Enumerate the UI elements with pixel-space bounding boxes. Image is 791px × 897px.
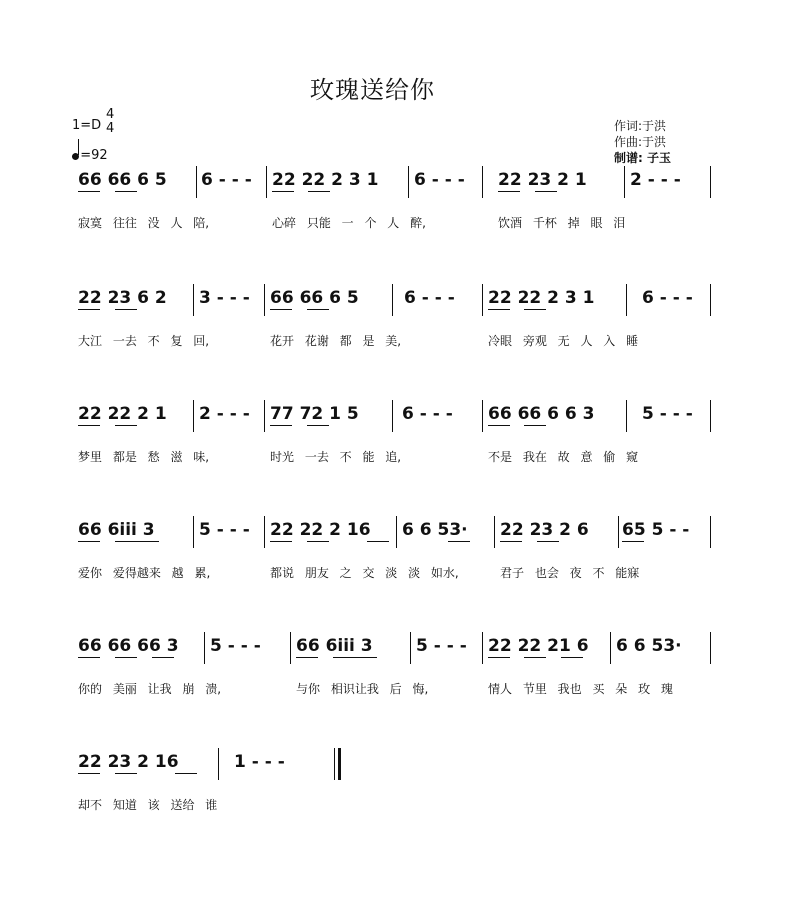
barline	[482, 632, 483, 664]
measure-text: 66 6i̇i̇i̇ 3	[78, 520, 155, 540]
measure-text: 66 66 66 3	[78, 636, 179, 656]
lyricist-credit: 作词:于洪	[614, 119, 667, 133]
barline	[193, 516, 194, 548]
measure-text: 22 23 6 2	[78, 288, 167, 308]
barline	[710, 516, 711, 548]
beam-line	[272, 191, 294, 192]
lyric-line: 君子 也会 夜 不 能寐	[500, 566, 640, 580]
beam-line	[307, 425, 329, 426]
measure-text: 65 5 - -	[622, 520, 690, 540]
beam-line	[488, 657, 510, 658]
time-signature-bottom: 4	[106, 121, 115, 136]
lyric-line: 爱你 爱得越来 越 累,	[78, 566, 211, 580]
beam-line	[488, 309, 510, 310]
beam-line	[78, 425, 100, 426]
beam-line	[115, 657, 137, 658]
measure-text: 5 - - -	[416, 636, 467, 656]
barline	[618, 516, 619, 548]
barline	[392, 400, 393, 432]
beam-line	[115, 425, 137, 426]
beam-line	[270, 309, 292, 310]
beam-line	[115, 309, 137, 310]
barline	[218, 748, 219, 780]
score-system-1	[0, 170, 791, 250]
beam-line	[152, 657, 174, 658]
measure-text: 22 22 21 6	[488, 636, 589, 656]
measure-text: 6 - - -	[402, 404, 453, 424]
measure-text: 3 - - -	[199, 288, 250, 308]
lyric-line: 大江 一去 不 复 回,	[78, 334, 210, 348]
lyric-line: 却不 知道 该 送给 谁	[78, 798, 218, 812]
measure-text: 6 6 53·	[616, 636, 682, 656]
barline	[710, 166, 711, 198]
score-system-6	[0, 752, 791, 832]
measure-text: 66 66 6 5	[270, 288, 359, 308]
beam-line	[367, 541, 389, 542]
beam-line	[296, 657, 318, 658]
beam-line	[115, 191, 137, 192]
beam-line	[175, 773, 197, 774]
tempo-value: =92	[80, 148, 108, 163]
measure-text: 6 - - -	[414, 170, 465, 190]
note-stem-icon	[78, 139, 79, 155]
beam-line	[524, 425, 546, 426]
final-barline	[338, 748, 341, 780]
lyric-line: 时光 一去 不 能 追,	[270, 450, 402, 464]
barline	[610, 632, 611, 664]
beam-line	[78, 773, 100, 774]
beam-line	[78, 191, 100, 192]
score-system-2	[0, 288, 791, 368]
beam-line	[488, 425, 510, 426]
beam-line	[78, 541, 100, 542]
barline	[204, 632, 205, 664]
barline	[193, 400, 194, 432]
lyric-line: 花开 花谢 都 是 美,	[270, 334, 402, 348]
barline	[264, 284, 265, 316]
measure-text: 22 22 2 3 1	[272, 170, 379, 190]
beam-line	[500, 541, 522, 542]
lyric-line: 梦里 都是 愁 滋 味,	[78, 450, 210, 464]
lyric-line: 心碎 只能 一 个 人 醉,	[272, 216, 426, 230]
barline	[196, 166, 197, 198]
measure-text: 2 - - -	[199, 404, 250, 424]
beam-line	[537, 541, 559, 542]
barline	[264, 516, 265, 548]
measure-text: 6 6 53·	[402, 520, 468, 540]
measure-text: 6 - - -	[404, 288, 455, 308]
barline	[266, 166, 267, 198]
beam-line	[307, 309, 329, 310]
time-signature	[106, 108, 114, 136]
beam-line	[308, 191, 330, 192]
measure-text: 1 - - -	[234, 752, 285, 772]
beam-line	[561, 657, 583, 658]
score-system-3	[0, 404, 791, 484]
measure-text: 5 - - -	[642, 404, 693, 424]
barline	[264, 400, 265, 432]
barline	[392, 284, 393, 316]
barline	[626, 400, 627, 432]
tempo-marking	[72, 143, 108, 163]
beam-line	[498, 191, 520, 192]
barline	[290, 632, 291, 664]
beam-line	[78, 309, 100, 310]
beam-line	[270, 541, 292, 542]
beam-line	[333, 657, 377, 658]
barline	[626, 284, 627, 316]
barline	[710, 632, 711, 664]
measure-text: 2 - - -	[630, 170, 681, 190]
barline	[710, 284, 711, 316]
barline	[482, 400, 483, 432]
beam-line	[115, 773, 137, 774]
barline	[334, 748, 335, 780]
barline	[193, 284, 194, 316]
measure-text: 22 22 2 16	[270, 520, 371, 540]
measure-text: 22 22 2 3 1	[488, 288, 595, 308]
score-system-5	[0, 636, 791, 716]
lyric-line: 情人 节里 我也 买 朵 玫 瑰	[488, 682, 673, 696]
beam-line	[270, 425, 292, 426]
beam-line	[622, 541, 644, 542]
score-system-4	[0, 520, 791, 600]
credits	[614, 118, 671, 166]
barline	[396, 516, 397, 548]
beam-line	[524, 657, 546, 658]
measure-text: 5 - - -	[199, 520, 250, 540]
measure-text: 66 66 6 6 3	[488, 404, 595, 424]
lyric-line: 都说 朋友 之 交 淡 淡 如水,	[270, 566, 459, 580]
measure-text: 5 - - -	[210, 636, 261, 656]
barline	[482, 284, 483, 316]
measure-text: 22 22 2 1	[78, 404, 167, 424]
beam-line	[115, 541, 159, 542]
barline	[410, 632, 411, 664]
measure-text: 77 72 1 5	[270, 404, 359, 424]
lyric-line: 冷眼 旁观 无 人 入 睡	[488, 334, 639, 348]
beam-line	[78, 657, 100, 658]
measure-text: 66 66 6 5	[78, 170, 167, 190]
measure-text: 6 - - -	[201, 170, 252, 190]
beam-line	[535, 191, 557, 192]
barline	[482, 166, 483, 198]
lyric-line: 与你 相识让我 后 悔,	[296, 682, 429, 696]
barline	[710, 400, 711, 432]
barline	[408, 166, 409, 198]
beam-line	[524, 309, 546, 310]
lyric-line: 寂寞 往往 没 人 陪,	[78, 216, 210, 230]
lyric-line: 饮酒 千杯 掉 眼 泪	[498, 216, 626, 230]
measure-text: 66 6i̇i̇i̇ 3	[296, 636, 373, 656]
lyric-line: 不是 我在 故 意 偷 窥	[488, 450, 639, 464]
song-title: 玫瑰送给你	[310, 76, 435, 104]
barline	[494, 516, 495, 548]
barline	[624, 166, 625, 198]
measure-text: 22 23 2 6	[500, 520, 589, 540]
measure-text: 22 23 2 1	[498, 170, 587, 190]
beam-line	[448, 541, 470, 542]
measure-text: 6 - - -	[642, 288, 693, 308]
lyric-line: 你的 美丽 让我 崩 溃,	[78, 682, 222, 696]
measure-text: 22 23 2 16	[78, 752, 179, 772]
composer-credit: 作曲:于洪	[614, 135, 667, 149]
transcriber-credit: 制谱: 子玉	[614, 151, 671, 165]
time-signature-top: 4	[106, 107, 115, 122]
beam-line	[307, 541, 329, 542]
key-signature: 1=D	[72, 118, 102, 133]
